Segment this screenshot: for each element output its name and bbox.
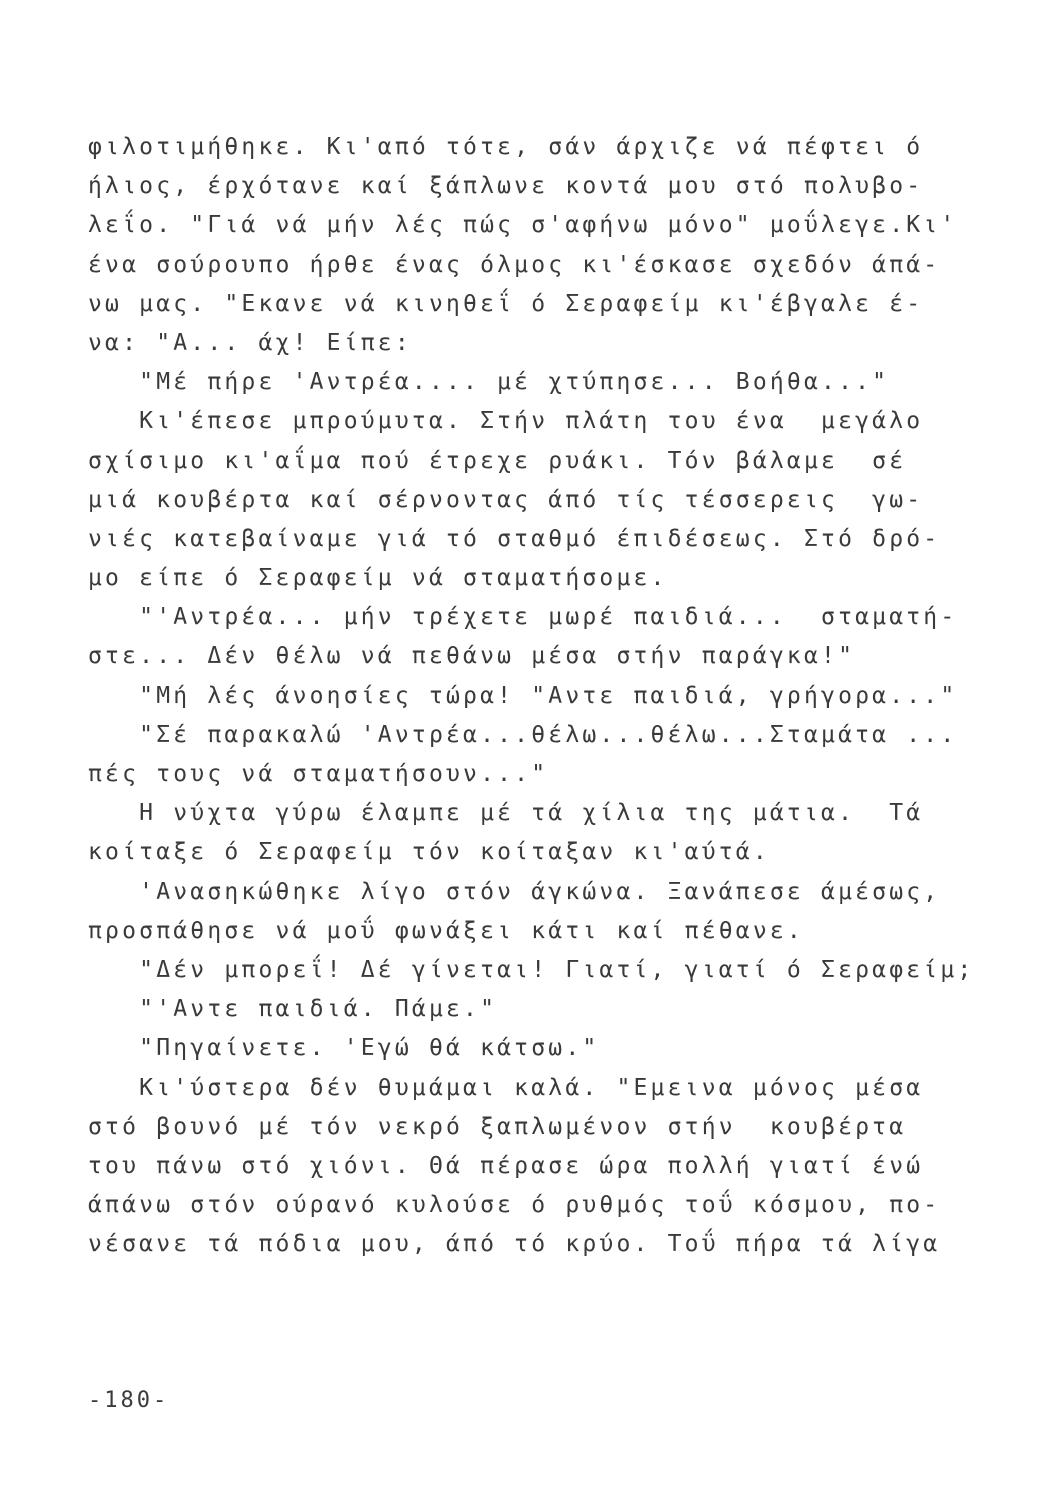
body-text: [88, 128, 975, 1264]
text-line: ήλιος, έρχότανε καί ξάπλωνε κοντά μου στό πολυβο-: [88, 173, 924, 200]
text-line: "Δέν μπορεΐ! Δέ γίνεται! Γιατί, γιατί ό Σεραφείμ;: [88, 956, 975, 983]
text-line: στε... Δέν θέλω νά πεθάνω μέσα στήν παράγκα!": [88, 643, 856, 670]
text-line: "'Αντρέα... μήν τρέχετε μωρέ παιδιά... σταματή-: [88, 604, 958, 631]
text-line: Η νύχτα γύρω έλαμπε μέ τά χίλια της μάτια. Τά: [88, 800, 924, 827]
text-line: πές τους νά σταματήσουν...": [88, 761, 549, 787]
text-line: Κι'έπεσε μπρούμυτα. Στήν πλάτη του ένα μεγάλο: [88, 408, 924, 435]
text-line: νιές κατεβαίναμε γιά τό σταθμό έπιδέσεως. Στό δρό-: [88, 525, 941, 552]
page-number: -180-: [88, 1388, 170, 1413]
text-line: φιλοτιμήθηκε. Κι'από τότε, σάν άρχιζε νά πέφτει ό: [88, 134, 924, 160]
text-line: "Μή λές άνοησίες τώρα! "Αντε παιδιά, γρήγορα...": [88, 682, 958, 709]
text-line: στό βουνό μέ τόν νεκρό ξαπλωμένον στήν κουβέρτα: [88, 1113, 907, 1140]
text-line: λεΐο. "Γιά νά μήν λές πώς σ'αφήνω μόνο" μοΰλεγε.Κι': [88, 212, 958, 239]
text-line: "'Αντε παιδιά. Πάμε.": [88, 996, 498, 1023]
text-line: σχίσιμο κι'αΐμα πού έτρεχε ρυάκι. Τόν βάλαμε σέ: [88, 447, 907, 474]
text-line: μιά κουβέρτα καί σέρνοντας άπό τίς τέσσερεις γω-: [88, 486, 924, 513]
text-line: άπάνω στόν ούρανό κυλούσε ό ρυθμός τοΰ κόσμου, πο-: [88, 1192, 941, 1219]
text-line: "Πηγαίνετε. 'Εγώ θά κάτσω.": [88, 1035, 600, 1062]
text-line: μο είπε ό Σεραφείμ νά σταματήσομε.: [88, 565, 668, 592]
text-line: Κι'ύστερα δέν θυμάμαι καλά. "Εμεινα μόνος μέσα: [88, 1074, 924, 1101]
text-line: προσπάθησε νά μοΰ φωνάξει κάτι καί πέθανε.: [88, 917, 804, 944]
text-line: 'Ανασηκώθηκε λίγο στόν άγκώνα. Ξανάπεσε άμέσως,: [88, 878, 941, 905]
text-line: ένα σούρουπο ήρθε ένας όλμος κι'έσκασε σχεδόν άπά-: [88, 251, 941, 278]
text-line: του πάνω στό χιόνι. Θά πέρασε ώρα πολλή γιατί ένώ: [88, 1152, 924, 1179]
text-line: "Σέ παρακαλώ 'Αντρέα...θέλω...θέλω...Σταμάτα ...: [88, 721, 958, 748]
text-line: κοίταξε ό Σεραφείμ τόν κοίταξαν κι'αύτά.: [88, 839, 770, 866]
text-line: νέσανε τά πόδια μου, άπό τό κρύο. Τοΰ πήρα τά λίγα: [88, 1231, 941, 1258]
text-line: νω μας. "Εκανε νά κινηθεΐ ό Σεραφείμ κι'έβγαλε έ-: [88, 290, 924, 317]
text-line: "Μέ πήρε 'Αντρέα.... μέ χτύπησε... Βοήθα...": [88, 369, 890, 396]
text-line: να: "Α... άχ! Είπε:: [88, 329, 412, 356]
